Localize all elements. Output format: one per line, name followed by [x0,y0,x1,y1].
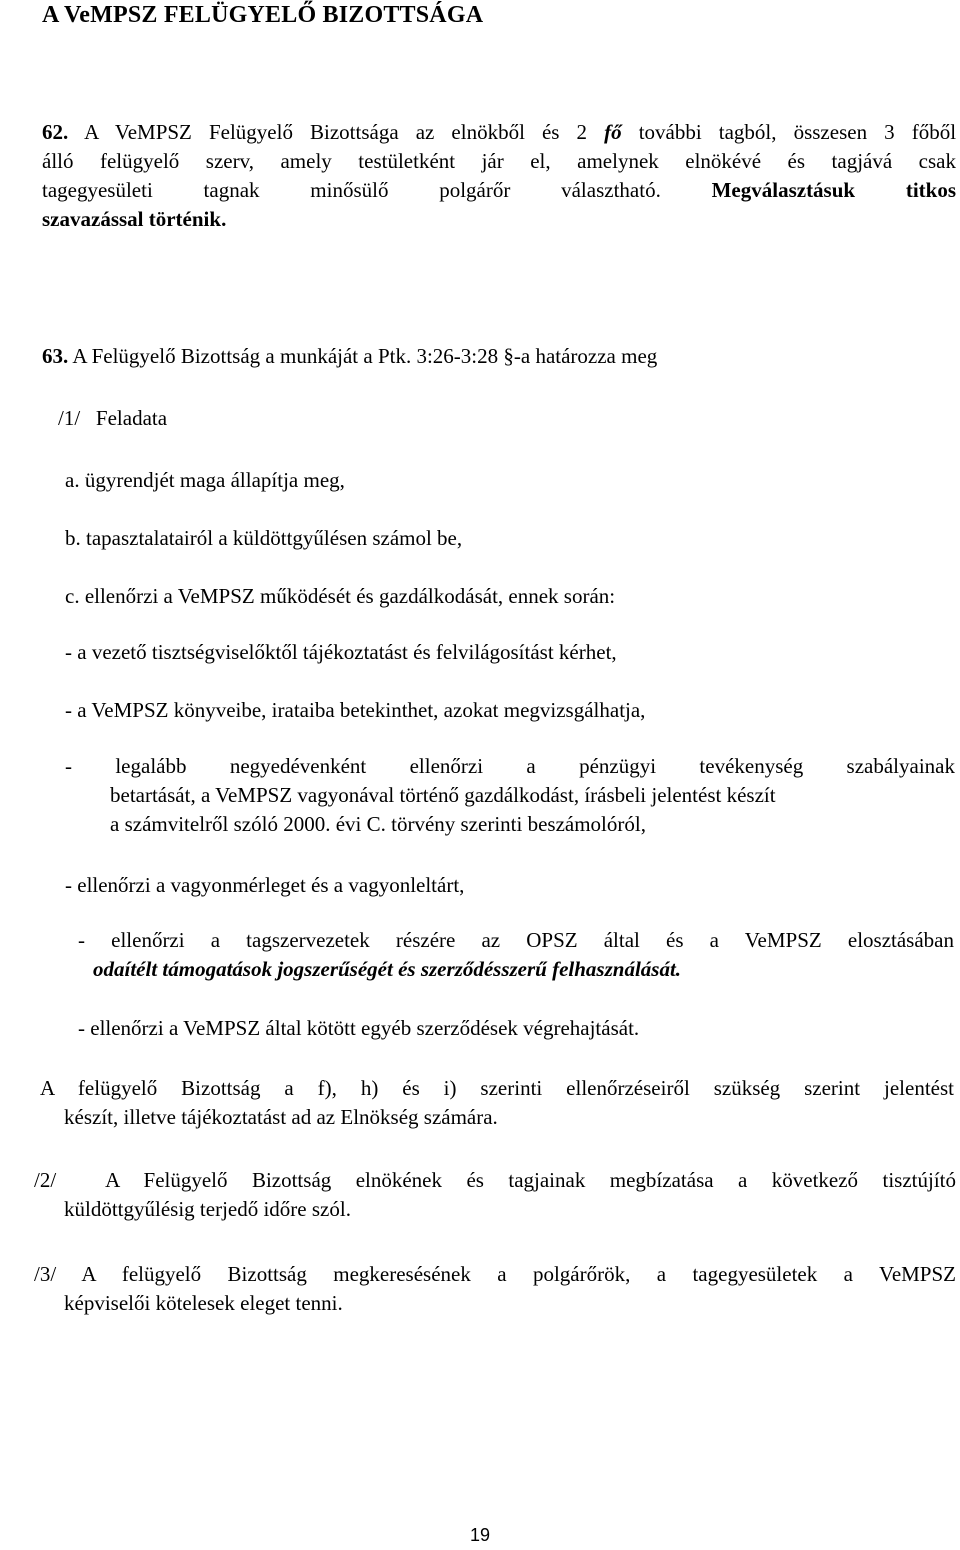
p62-number: 62. [42,120,69,144]
item-c-sub-6: - ellenőrzi a VeMPSZ által kötött egyéb szerződések végrehajtását. [78,1016,640,1040]
paragraph-62 [42,118,956,234]
section-3: /3/ A felügyelő Bizottság megkeresésének a polgárőrök, a tagegyesületek a VeMPSZ képviselői kötelesek eleget tenni. [34,1262,956,1315]
section-1-heading [58,404,167,433]
section-1-label: /1/ [58,406,81,430]
item-c-sub-4: - ellenőrzi a vagyonmérleget és a vagyonleltárt, [65,873,465,897]
p62-line-4: szavazással történik. [42,207,227,231]
paragraph-63 [42,342,657,371]
section-2: /2/ A Felügyelő Bizottság elnökének és tagjainak megbízatása a következő tisztújító küldöttgyűlésig terjedő időre szól. [34,1168,956,1221]
item-c-sub-2: - a VeMPSZ könyveibe, irataiba betekinthet, azokat megvizsgálhatja, [65,698,646,722]
page-number: 19 [469,1525,491,1545]
p63-number: 63. [42,344,69,368]
p62-line-2: álló felügyelő szerv, amely testületként jár el, amelynek elnökévé és tagjává csak [42,149,956,173]
p62-line-3: tagegyesületi tagnak minősülő polgárőr választható. Megválasztásuk titkos [42,178,957,202]
item-c-sub-1: - a vezető tisztségviselőktől tájékoztatást és felvilágosítást kérhet, [65,640,617,664]
p63-text: A Felügyelő Bizottság a munkáját a Ptk. 3:26-3:28 §-a határozza meg [72,344,658,368]
item-c-sub-3: - legalább negyedévenként ellenőrzi a pénzügyi tevékenység szabályainak betartását, a VeMPSZ vagyonával történő gazdálkodást, írásbeli jelentést készít a számvitelről szóló 2000. évi C. törvény szerinti beszámolóról, [65,754,955,836]
item-c: c. ellenőrzi a VeMPSZ működését és gazdálkodását, ennek során: [65,584,616,608]
section-2-label: /2/ [34,1168,57,1192]
item-c-sub-5: - ellenőrzi a tagszervezetek részére az OPSZ által és a VeMPSZ elosztásában odaítélt támogatások jogszerűségét és szerződésszerű felhasználását. [78,928,954,981]
section-1-title: Feladata [95,406,168,430]
section-1-footer: A felügyelő Bizottság a f), h) és i) szerinti ellenőrzéseiről szükség szerint jelentést készít, illetve tájékoztatást ad az Elnökség számára. [40,1076,954,1129]
section-3-label: /3/ [34,1262,57,1286]
page-title: A VeMPSZ FELÜGYELŐ BIZOTTSÁGA [42,2,484,28]
p62-line-1: 62. A VeMPSZ Felügyelő Bizottsága az elnökből és 2 fő további tagból, összesen 3 főből [42,120,957,144]
item-a: a. ügyrendjét maga állapítja meg, [65,468,345,492]
item-b: b. tapasztalatairól a küldöttgyűlésen számol be, [65,526,463,550]
